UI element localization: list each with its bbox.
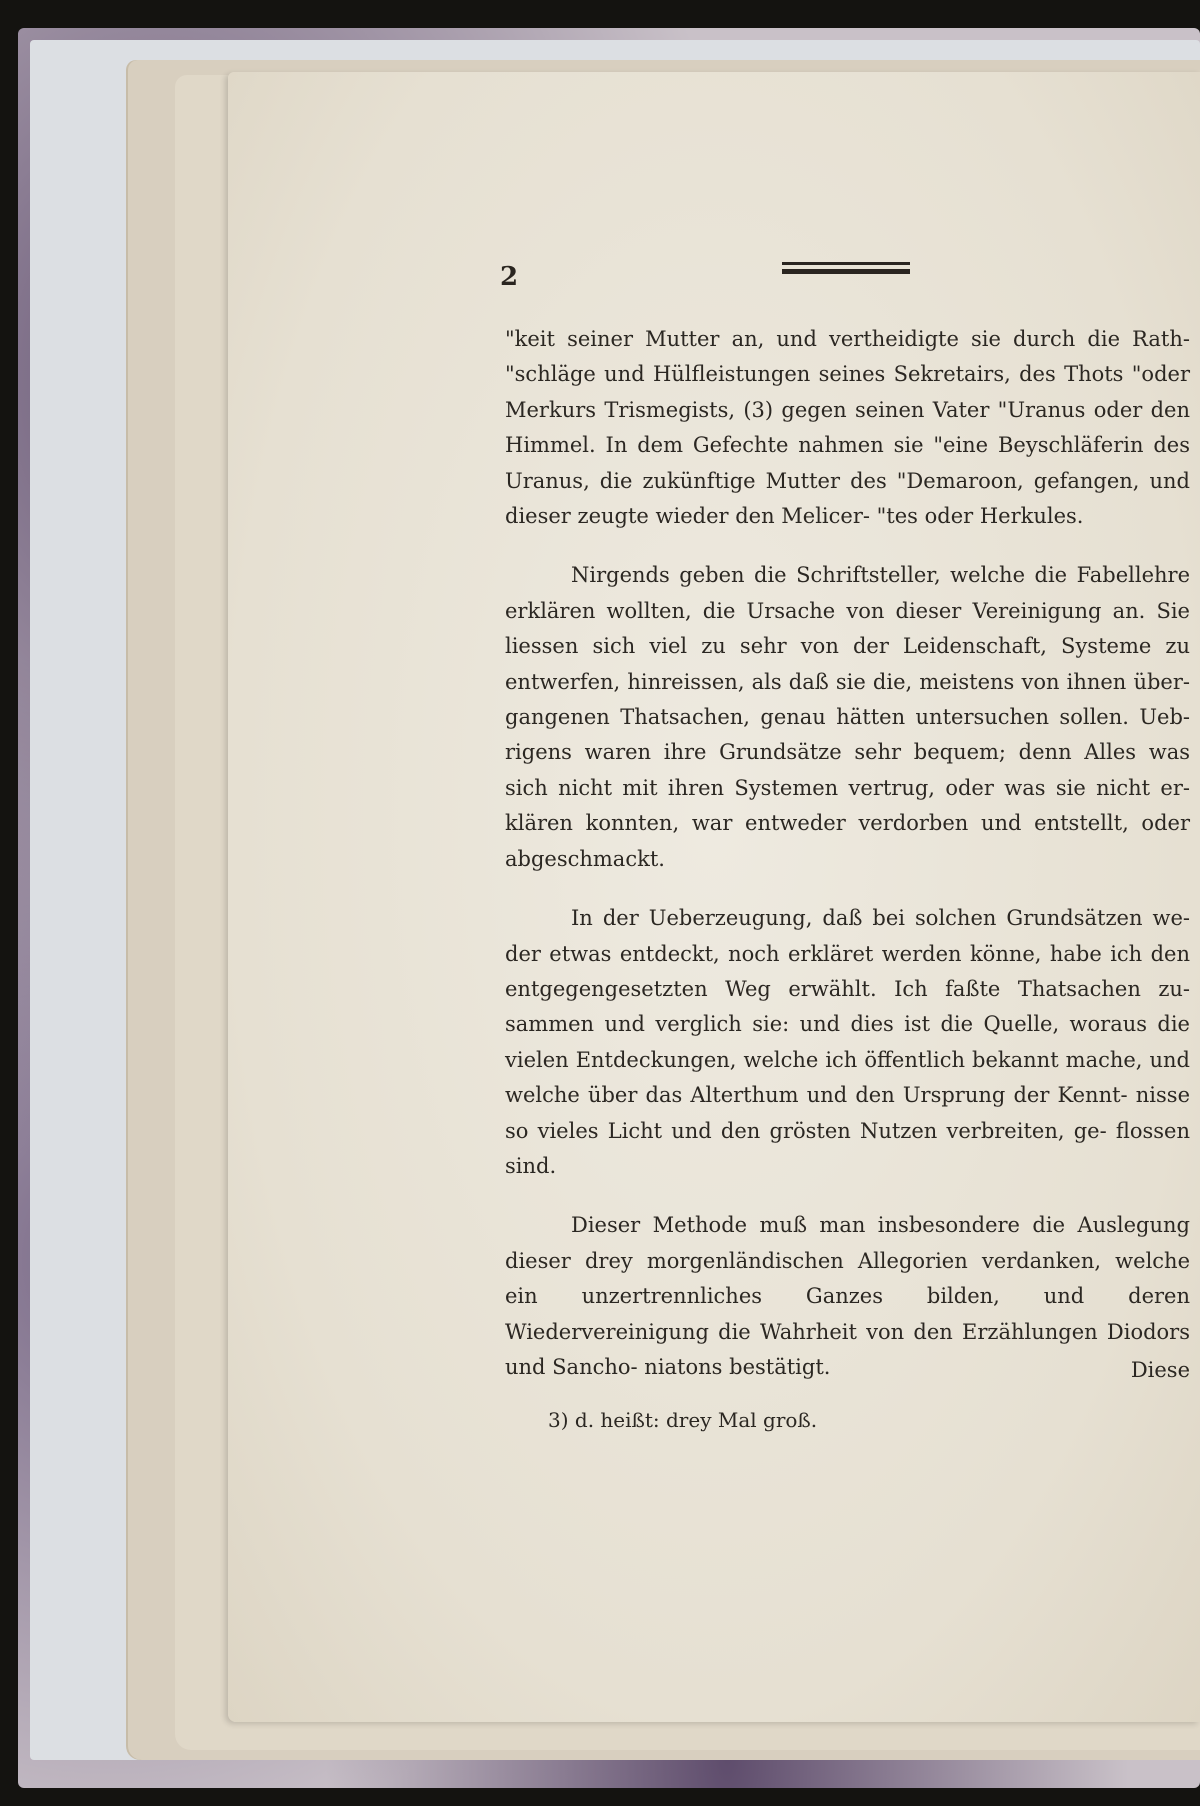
header-rule [782,262,910,274]
page-number: 2 [500,262,519,292]
paragraph-nirgends: Nirgends geben die Schriftsteller, welche die Fabellehre erklären wollten, die Ursache von dieser Vereinigung an. Sie liessen sich viel zu sehr von der Leidenschaft, Systeme zu entwerfen, hinreissen, als daß sie die, meistens von ihnen über- gangenen Thatsachen, genau hätten untersuchen sollen. Ueb- rigens waren ihre Grundsätze sehr bequem; denn Alles was sich nicht mit ihren Systemen vertrug, oder was sie nicht er- klären konnten, war entweder verdorben und entstellt, oder abgeschmackt. [505,563,1190,871]
quoted-paragraph: "keit seiner Mutter an, und vertheidigte sie durch die Rath- "schläge und Hülfleistungen seines Sekretairs, des Thots "oder Merkurs Trismegists, (3) gegen seinen Vater "Uranus oder den Himmel. In dem Gefechte nahmen sie "eine Beyschläferin des Uranus, die zukünftige Mutter des "Demaroon, gefangen, und dieser zeugte wieder den Melicer- "tes oder Herkules. [505,327,1190,529]
footnote: 3) d. heißt: drey Mal groß. [548,1408,818,1432]
page-text-block [505,322,1190,1409]
paragraph-methode: Dieser Methode muß man insbesondere die Auslegung dieser drey morgenländischen Allegorien verdanken, welche ein unzertrennliches Ganzes bilden, und deren Wiedervereinigung die Wahrheit von den Erzählungen Diodors und Sancho- niatons bestätigt. [505,1213,1190,1379]
catchword: Diese [1130,1358,1190,1382]
paragraph-ueberzeugung: In der Ueberzeugung, daß bei solchen Grundsätzen we- der etwas entdeckt, noch erkläret werden könne, habe ich den entgegengesetzten Weg erwählt. Ich faßte Thatsachen zu- sammen und verglich sie: und dies ist die Quelle, woraus die vielen Entdeckungen, welche ich öffentlich bekannt mache, und welche über das Alterthum und den Ursprung der Kennt- nisse so vieles Licht und den grösten Nutzen verbreiten, ge- flossen sind. [505,906,1190,1178]
